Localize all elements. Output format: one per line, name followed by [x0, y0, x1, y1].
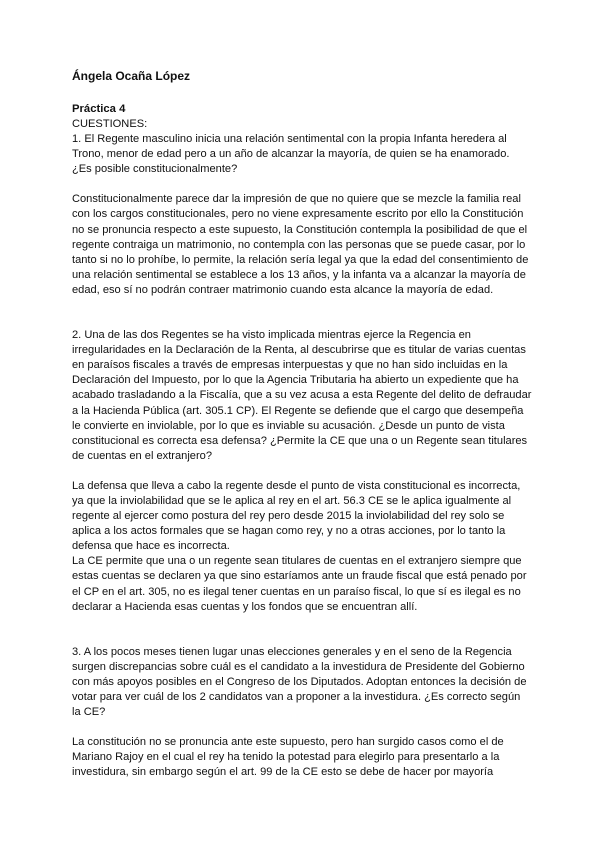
- practice-title: Práctica 4: [72, 103, 126, 115]
- question-3: 3. A los pocos meses tienen lugar unas elecciones generales y en el seno de la Regencia surgen discrepancias sobre cuál es el candidato a la investidura de Presidente del Gobierno con más apoyos posibles en el Congreso de los Diputados. Adoptan entonces la decisión de votar para ver cuál de los 2 candidatos van a proponer a la investidura. ¿Es correcto según la CE?: [72, 645, 527, 719]
- question-1: 1. El Regente masculino inicia una relación sentimental con la propia Infanta heredera al Trono, menor de edad pero a un año de alcanzar la mayoría, de quien se ha enamorado. ¿Es posible constitucionalmente?: [72, 133, 510, 176]
- answer-3: La constitución no se pronuncia ante este supuesto, pero han surgido casos como el de Mariano Rajoy en el cual el rey ha tenido la potestad para elegirlo para presentarlo a la investidura, sin embargo según el art. 99 de la CE esto se debe de hacer por mayoría: [72, 736, 504, 779]
- answer-2-defense: La defensa que lleva a cabo la regente desde el punto de vista constitucional es incorrecta, ya que la inviolabilidad que se le aplica al rey en el art. 56.3 CE se le aplica igualmente al regente al ejercer como postura del rey pero desde 2015 la inviolabilidad del rey solo se aplica a los actos formales que se hagan como rey, y no a otras acciones, por lo tanto la defensa que hace es incorrecta.: [72, 479, 521, 553]
- document-body: [72, 68, 532, 780]
- spacer: [72, 720, 532, 735]
- section-heading: CUESTIONES:: [72, 118, 148, 130]
- spacer: [72, 615, 532, 645]
- answer-2-accounts: La CE permite que una o un regente sean titulares de cuentas en el extranjero siempre que estas cuentas se declaren ya que sino estaríamos ante un fraude fiscal que está penado por el CP en el art. 305, no es ilegal tener cuentas en un paraíso fiscal, lo que sí es ilegal es no declarar a Hacienda esas cuentas y los fondos que se encuentran allí.: [72, 555, 527, 613]
- question-2: 2. Una de las dos Regentes se ha visto implicada mientras ejerce la Regencia en irregularidades en la Declaración de la Renta, al descubrirse que es titular de varias cuentas en paraísos fiscales a través de empresas interpuestas y que no han sido incluidas en la Declaración del Impuesto, por lo que la Agencia Tributaria ha abierto un expediente que ha acabado trasladando a la Fiscalía, que a su vez acusa a esta Regente del delito de defraudar a la Hacienda Pública (art. 305.1 CP). El Regente se defiende que el cargo que desempeña le convierte en inviolable, por lo que es inviable su acusación. ¿Desde un punto de vista constitucional es correcta esa defensa? ¿Permite la CE que una o un Regente sean titulares de cuentas en el extranjero?: [72, 329, 532, 462]
- author-name: Ángela Ocaña López: [72, 69, 191, 83]
- answer-1: Constitucionalmente parece dar la impresión de que no quiere que se mezcle la familia real con los cargos constitucionales, pero no viene expresamente escrito por ello la Constitución no se pronuncia respecto a este supuesto, la Constitución contempla la posibilidad de que el regente contraiga un matrimonio, no contempla con las personas que se puede casar, por lo tanto si no lo prohíbe, lo permite, la relación sería legal ya que la edad del consentimiento de una relación sentimental se establece a los 13 años, y la infanta va a alcanzar la mayoría de edad, eso sí no podrán contraer matrimonio cuando esta alcance la mayoría de edad.: [72, 193, 529, 296]
- spacer: [72, 298, 532, 328]
- spacer: [72, 464, 532, 479]
- spacer: [72, 177, 532, 192]
